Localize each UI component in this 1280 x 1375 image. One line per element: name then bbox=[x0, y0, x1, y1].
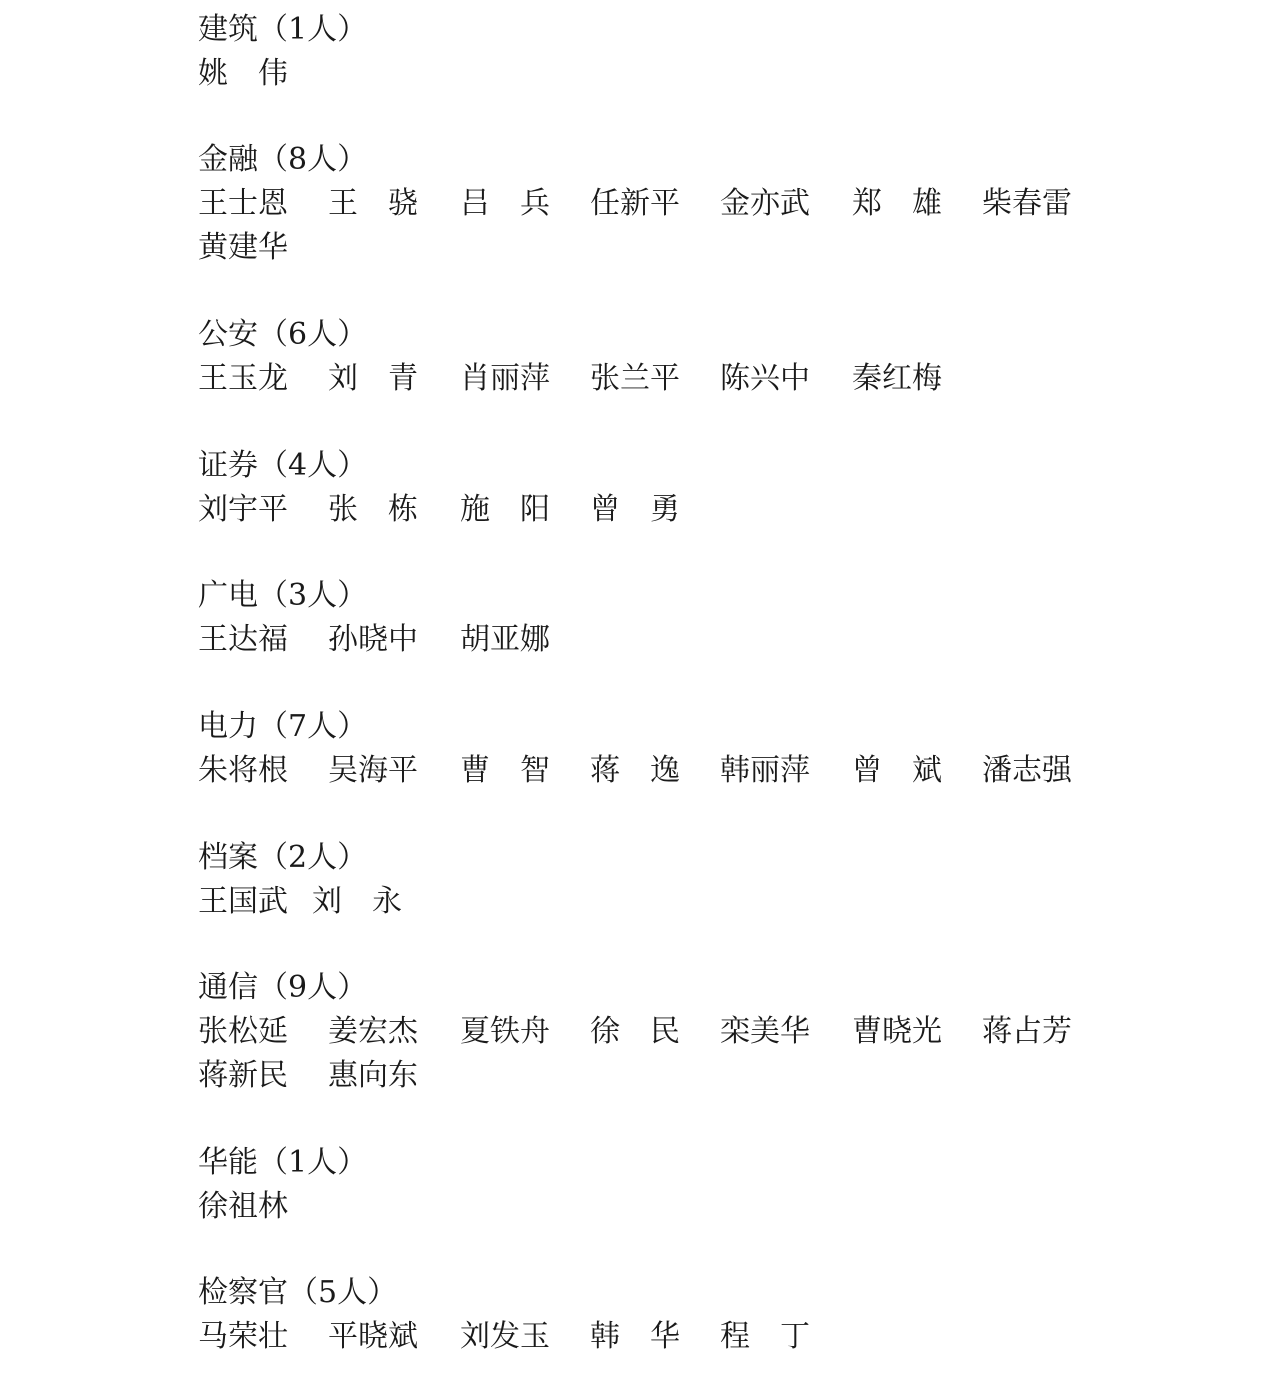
person-name: 曾 斌 bbox=[852, 753, 942, 788]
person-name: 刘 永 bbox=[312, 884, 402, 919]
person-name: 韩丽萍 bbox=[720, 753, 810, 788]
person-name: 柴春雷 bbox=[982, 186, 1072, 221]
person-name: 栾美华 bbox=[720, 1014, 810, 1049]
person-name: 蒋占芳 bbox=[982, 1014, 1072, 1049]
section-heading: 档案（2人） bbox=[198, 840, 368, 875]
person-name: 黄建华 bbox=[198, 230, 288, 265]
person-name: 刘发玉 bbox=[460, 1319, 550, 1354]
person-name: 曹 智 bbox=[460, 753, 550, 788]
person-name: 任新平 bbox=[590, 186, 680, 221]
person-name: 王 骁 bbox=[328, 186, 418, 221]
person-name: 胡亚娜 bbox=[460, 622, 550, 657]
person-name: 刘宇平 bbox=[198, 492, 288, 527]
section-heading: 证券（4人） bbox=[198, 448, 368, 483]
person-name: 程 丁 bbox=[720, 1319, 810, 1354]
person-name: 惠向东 bbox=[328, 1058, 418, 1093]
person-name: 陈兴中 bbox=[720, 361, 810, 396]
person-name: 平晓斌 bbox=[328, 1319, 418, 1354]
section-heading: 通信（9人） bbox=[198, 970, 368, 1005]
person-name: 曹晓光 bbox=[852, 1014, 942, 1049]
person-name: 潘志强 bbox=[982, 753, 1072, 788]
person-name: 王士恩 bbox=[198, 186, 288, 221]
section-heading: 金融（8人） bbox=[198, 142, 368, 177]
person-name: 王玉龙 bbox=[198, 361, 288, 396]
person-name: 蒋 逸 bbox=[590, 753, 680, 788]
person-name: 姜宏杰 bbox=[328, 1014, 418, 1049]
section-heading: 广电（3人） bbox=[198, 578, 368, 613]
section-heading: 公安（6人） bbox=[198, 317, 368, 352]
section-heading: 华能（1人） bbox=[198, 1145, 368, 1180]
person-name: 姚 伟 bbox=[198, 56, 288, 91]
person-name: 张兰平 bbox=[590, 361, 680, 396]
person-name: 曾 勇 bbox=[590, 492, 680, 527]
person-name: 刘 青 bbox=[328, 361, 418, 396]
person-name: 吴海平 bbox=[328, 753, 418, 788]
person-name: 朱将根 bbox=[198, 753, 288, 788]
person-name: 王国武 bbox=[198, 884, 288, 919]
person-name: 吕 兵 bbox=[460, 186, 550, 221]
person-name: 徐 民 bbox=[590, 1014, 680, 1049]
section-heading: 建筑（1人） bbox=[198, 12, 368, 47]
person-name: 张 栋 bbox=[328, 492, 418, 527]
person-name: 韩 华 bbox=[590, 1319, 680, 1354]
person-name: 徐祖林 bbox=[198, 1189, 288, 1224]
person-name: 蒋新民 bbox=[198, 1058, 288, 1093]
person-name: 王达福 bbox=[198, 622, 288, 657]
person-name: 孙晓中 bbox=[328, 622, 418, 657]
person-name: 秦红梅 bbox=[852, 361, 942, 396]
person-name: 施 阳 bbox=[460, 492, 550, 527]
section-heading: 检察官（5人） bbox=[198, 1275, 398, 1310]
person-name: 张松延 bbox=[198, 1014, 288, 1049]
person-name: 金亦武 bbox=[720, 186, 810, 221]
person-name: 夏铁舟 bbox=[460, 1014, 550, 1049]
person-name: 郑 雄 bbox=[852, 186, 942, 221]
section-heading: 电力（7人） bbox=[198, 709, 368, 744]
person-name: 肖丽萍 bbox=[460, 361, 550, 396]
person-name: 马荣壮 bbox=[198, 1319, 288, 1354]
